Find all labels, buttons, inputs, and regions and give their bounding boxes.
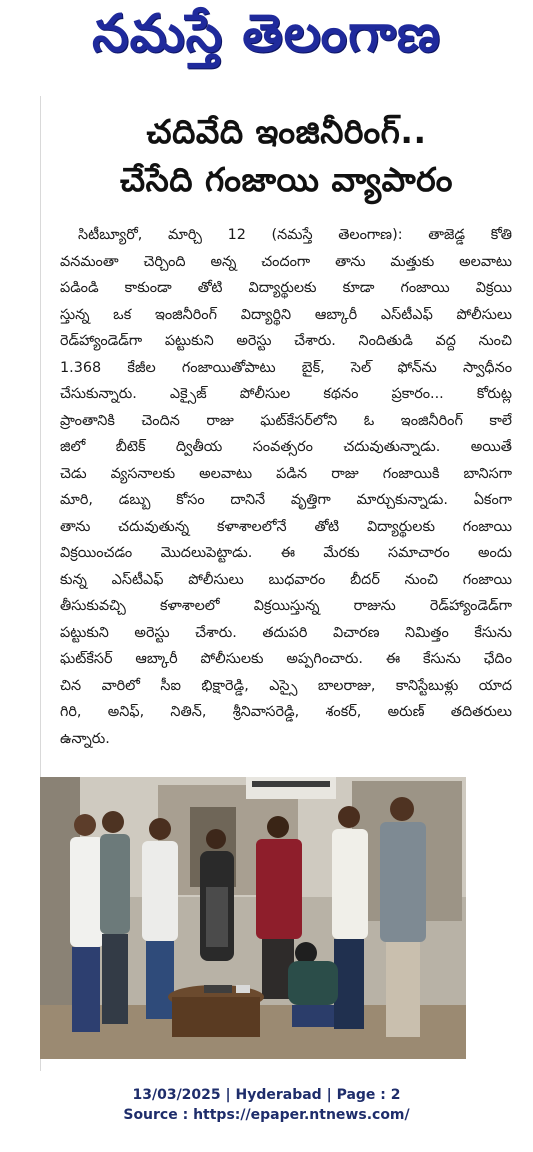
body-line: చిన వారిలో సీఐ భిక్షారెడ్డి, ఎస్సై బాలరాజు, కానిస్టేబుళ్లు యాద [60, 677, 512, 694]
body-line: విక్రయించడం మొదలుపెట్టాడు. ఈ మేరకు సమాచారం అందు [60, 545, 512, 561]
article-body [60, 222, 512, 752]
body-line: గిరి, అనిఫ్, నితిన్, శ్రీనివాసరెడ్డి, శంకర్, అరుణ్ తదితరులు [60, 704, 512, 720]
body-line: పడిండి కాకుండా తోటి విద్యార్థులకు కూడా గంజాయి విక్రయి [60, 280, 512, 296]
body-line: జిలో బీటెక్ ద్వితీయ సంవత్సరం చదువుతున్నాడు. అయితే [60, 439, 512, 455]
photo-illustration [40, 777, 466, 1059]
masthead [0, 0, 533, 80]
body-line: తాను చదువుతున్న కళాశాలలోనే తోటి విద్యార్థులకు గంజాయి [60, 518, 512, 535]
body-line: తీసుకువచ్చి కళాశాలలో విక్రయిస్తున్న రాజును రెడ్‌హ్యాండెడ్‌గా [60, 598, 512, 614]
body-line: 1.368 కేజీల గంజాయితోపాటు బైక్, సెల్ ఫోన్‌ను స్వాధీనం [60, 359, 512, 376]
article-headline [40, 108, 533, 204]
footer-dateline: 13/03/2025 | Hyderabad | Page : 2 [132, 1087, 401, 1103]
news-photo [40, 777, 466, 1059]
headline-line-1: చదివేది ఇంజినీరింగ్.. [146, 112, 427, 151]
body-line: ప్రాంతానికి చెందిన రాజు ఘట్‌కేసర్‌లోని ఓ ఇంజినీరింగ్ కాలే [60, 412, 512, 429]
page-footer [0, 1085, 533, 1125]
newspaper-title: నమస్తే తెలంగాణ [92, 3, 441, 64]
headline-line-2: చేసేది గంజాయి వ్యాపారం [120, 160, 453, 199]
body-line: కున్న ఎస్‌టీఎఫ్ పోలీసులు బుధవారం బీదర్ నుంచి గంజాయి [60, 571, 512, 588]
body-line: పట్టుకుని అరెస్టు చేశారు. తదుపరి విచారణ నిమిత్తం కేసును [60, 624, 512, 641]
body-line: స్తున్న ఒక ఇంజినీరింగ్ విద్యార్థిని ఆబ్కారీ ఎస్‌టీఎఫ్ పోలీసులు [60, 306, 512, 323]
body-line: చేసుకున్నారు. ఎక్సైజ్ పోలీసుల కథనం ప్రకారం... కోరుట్ల [60, 386, 512, 402]
body-line: ఉన్నారు. [60, 730, 110, 747]
body-line: సిటీబ్యూరో, మార్చి 12 (నమస్తే తెలంగాణ): తాజెడ్డ కోతి [78, 227, 512, 243]
body-line: చెడు వ్యసనాలకు అలవాటు పడిన రాజు గంజాయికి బానిసగా [60, 465, 512, 482]
body-line: ఘట్‌కేసర్ ఆబ్కారీ పోలీసులకు అప్పగించారు. ఈ కేసును ఛేదిం [60, 651, 512, 667]
body-line: వనమంతా చెర్చింది అన్న చందంగా తాను మత్తుకు అలవాటు [60, 253, 512, 270]
body-line: మారి, డబ్బు కోసం దానినే వృత్తిగా మార్చుకున్నాడు. ఏకంగా [60, 492, 512, 508]
footer-source: Source : https://epaper.ntnews.com/ [123, 1107, 410, 1123]
body-line: రెడ్‌హ్యాండెడ్‌గా పట్టుకుని అరెస్టు చేశారు. నిందితుడి వద్ద నుంచి [60, 333, 512, 349]
